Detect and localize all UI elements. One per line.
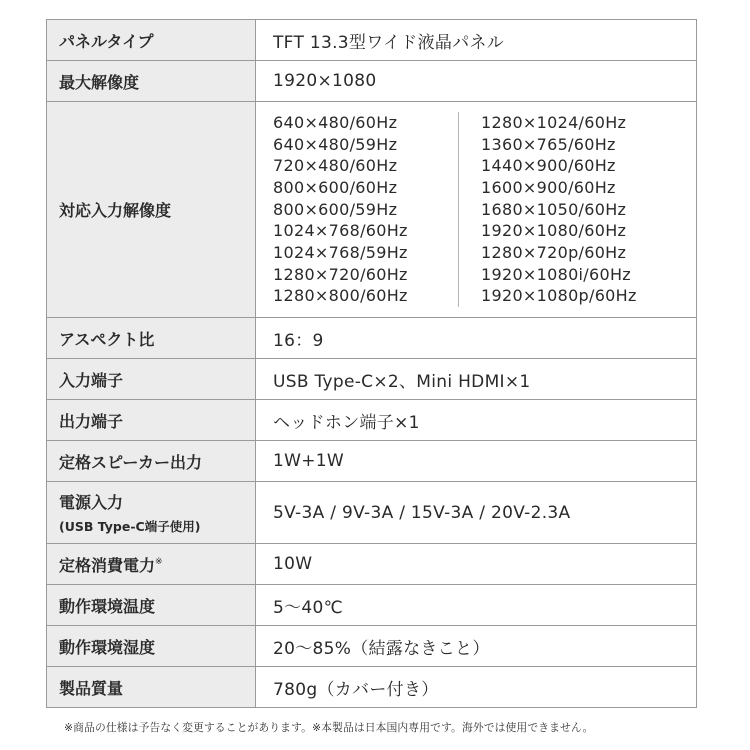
row-value: 16：9 — [256, 318, 697, 359]
row-value: 1W+1W — [256, 441, 697, 482]
resolution-item: 640×480/59Hz — [273, 134, 398, 154]
resolution-item: 1024×768/60Hz — [273, 221, 408, 241]
resolution-item: 1680×1050/60Hz — [481, 199, 627, 219]
resolution-item: 1280×720p/60Hz — [481, 243, 627, 263]
spec-table — [46, 19, 697, 708]
footnote: ※商品の仕様は予告なく変更することがあります。※本製品は日本国内専用です。海外では使用できません。 — [64, 721, 594, 734]
row-value — [256, 102, 697, 318]
table-row — [47, 544, 697, 585]
row-value: 5V-3A / 9V-3A / 15V-3A / 20V-2.3A — [256, 482, 697, 544]
row-label: 定格スピーカー出力 — [47, 441, 256, 482]
table-row — [47, 61, 697, 102]
footnote-mark: ※ — [155, 556, 163, 567]
resolution-item: 1440×900/60Hz — [481, 156, 616, 176]
row-value: ヘッドホン端子×1 — [256, 400, 697, 441]
resolution-item: 640×480/60Hz — [273, 112, 398, 132]
resolution-item: 1280×1024/60Hz — [481, 112, 627, 132]
table-row — [47, 482, 697, 544]
table-row — [47, 359, 697, 400]
table-row — [47, 318, 697, 359]
row-value: 780g（カバー付き） — [256, 667, 697, 708]
table-row — [47, 102, 697, 318]
resolution-item: 800×600/59Hz — [273, 199, 398, 219]
resolution-item: 1280×800/60Hz — [273, 286, 408, 306]
table-row — [47, 626, 697, 667]
resolution-column-right — [459, 112, 637, 307]
resolution-item: 1920×1080i/60Hz — [481, 264, 631, 284]
table-row — [47, 20, 697, 61]
resolution-item: 720×480/60Hz — [273, 156, 398, 176]
row-label: 製品質量 — [47, 667, 256, 708]
resolution-item: 800×600/60Hz — [273, 177, 398, 197]
resolution-item: 1024×768/59Hz — [273, 243, 408, 263]
row-value: 5〜40℃ — [256, 585, 697, 626]
row-label — [47, 482, 256, 544]
row-value: 1920×1080 — [256, 61, 697, 102]
row-value: 10W — [256, 544, 697, 585]
row-label: アスペクト比 — [47, 318, 256, 359]
row-label: 動作環境温度 — [47, 585, 256, 626]
row-value: USB Type-C×2、Mini HDMI×1 — [256, 359, 697, 400]
row-label: 最大解像度 — [47, 61, 256, 102]
row-label: 対応入力解像度 — [47, 102, 256, 318]
resolution-list — [273, 107, 696, 312]
row-value: TFT 13.3型ワイド液晶パネル — [256, 20, 697, 61]
row-label: 入力端子 — [47, 359, 256, 400]
resolution-item: 1360×765/60Hz — [481, 134, 616, 154]
row-label-main: 電源入力 — [59, 493, 124, 512]
resolution-item: 1600×900/60Hz — [481, 177, 616, 197]
row-label: 出力端子 — [47, 400, 256, 441]
resolution-item: 1280×720/60Hz — [273, 264, 408, 284]
resolution-item: 1920×1080p/60Hz — [481, 286, 637, 306]
row-label: 動作環境湿度 — [47, 626, 256, 667]
row-value: 20〜85%（結露なきこと） — [256, 626, 697, 667]
resolution-item: 1920×1080/60Hz — [481, 221, 627, 241]
row-label: パネルタイプ — [47, 20, 256, 61]
row-label-main: 定格消費電力 — [59, 555, 156, 575]
table-row — [47, 400, 697, 441]
table-row — [47, 441, 697, 482]
row-label-sub: (USB Type-C端子使用) — [59, 519, 201, 534]
table-row — [47, 667, 697, 708]
resolution-column-left — [273, 112, 459, 307]
row-label — [47, 544, 256, 585]
table-row — [47, 585, 697, 626]
